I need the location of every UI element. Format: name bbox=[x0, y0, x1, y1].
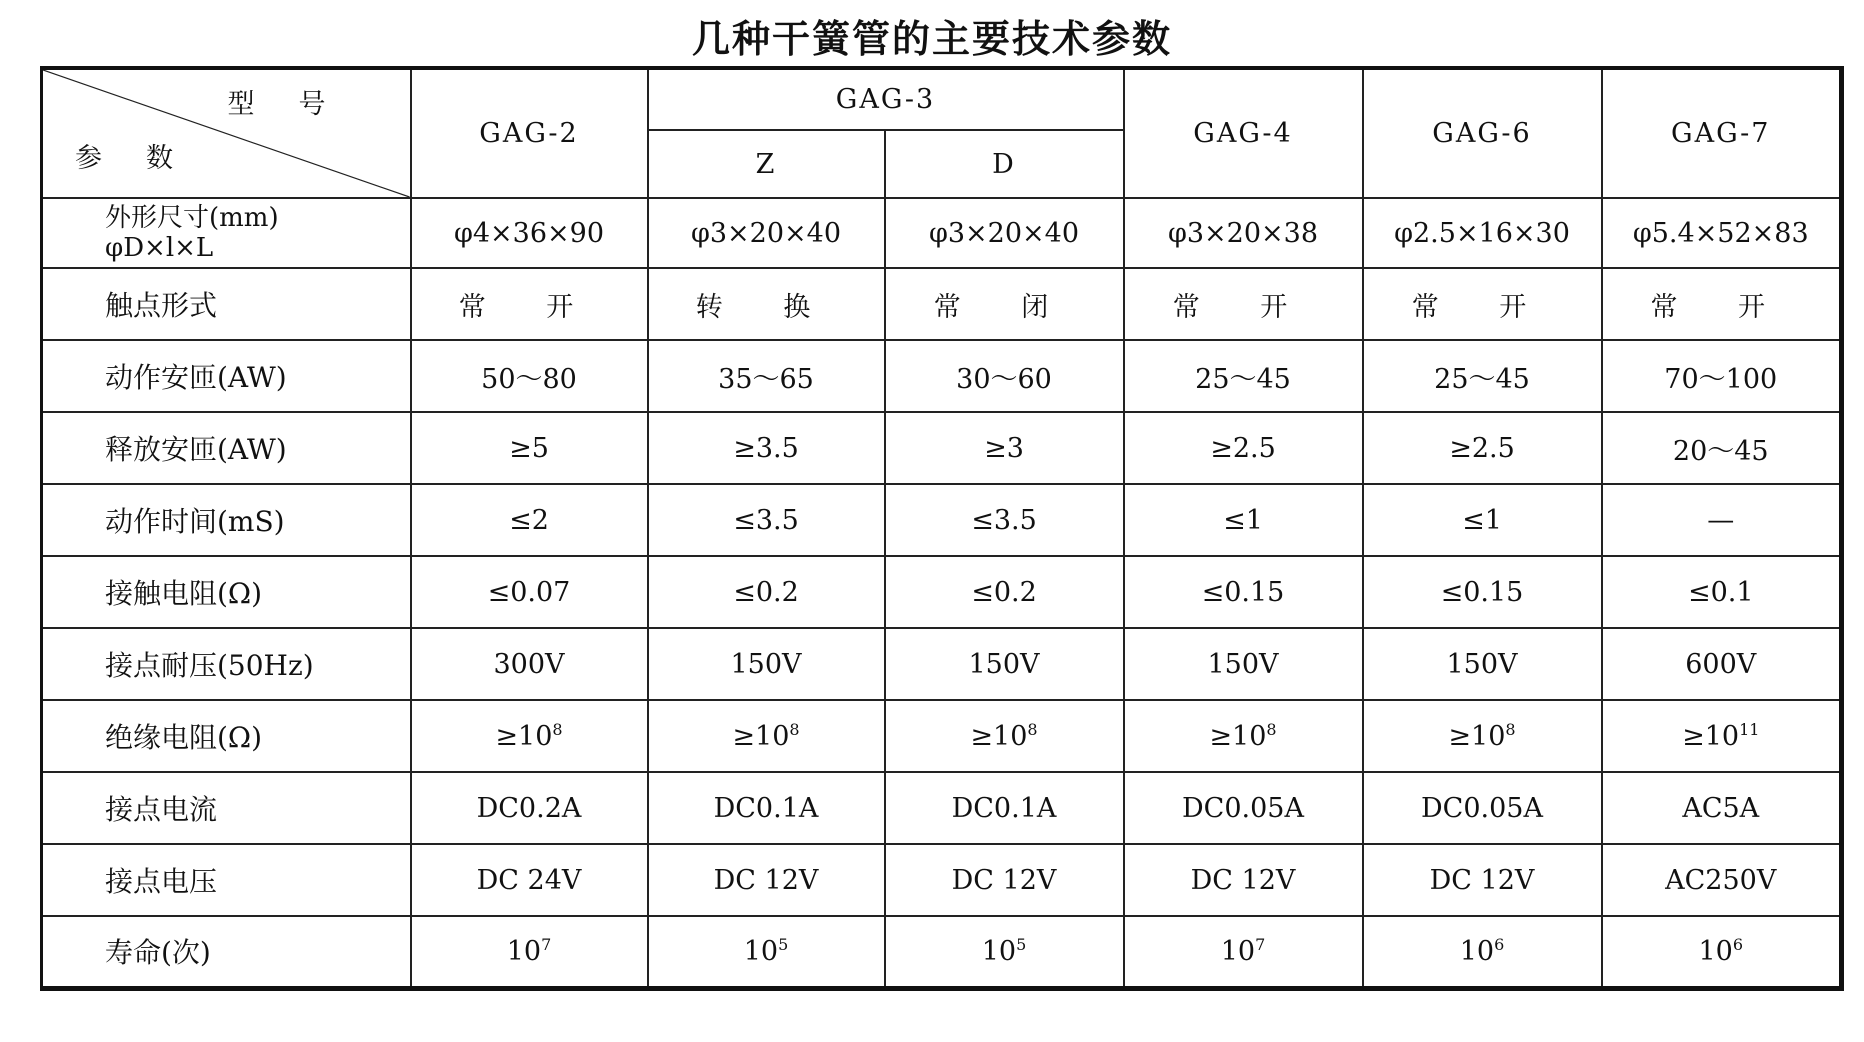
table-cell: DC 24V bbox=[411, 844, 648, 916]
value-base: ≥10 bbox=[732, 721, 790, 752]
table-cell bbox=[885, 700, 1124, 772]
table-cell: 300V bbox=[411, 628, 648, 700]
table-cell bbox=[1602, 700, 1842, 772]
table-cell: — bbox=[1602, 484, 1842, 556]
table-cell: DC 12V bbox=[885, 844, 1124, 916]
value-exponent: 8 bbox=[1266, 720, 1277, 739]
table-row bbox=[42, 916, 1842, 988]
value-base: ≥10 bbox=[970, 721, 1028, 752]
value-exponent: 8 bbox=[789, 720, 800, 739]
table-row bbox=[42, 268, 1842, 340]
row-label: 接点耐压(50Hz) bbox=[42, 628, 411, 700]
value-base: 10 bbox=[506, 936, 542, 968]
table-cell: ≤3.5 bbox=[648, 484, 885, 556]
table-cell: ≤0.15 bbox=[1363, 556, 1602, 628]
table-cell: ≤0.07 bbox=[411, 556, 648, 628]
model-header-gag4: GAG-4 bbox=[1124, 68, 1363, 198]
row-label: 寿命(次) bbox=[42, 916, 411, 988]
row-label: 绝缘电阻(Ω) bbox=[42, 700, 411, 772]
gag3-sub-d: D bbox=[885, 130, 1124, 198]
table-cell: 转 换 bbox=[648, 268, 885, 340]
table-cell: 常 开 bbox=[1124, 268, 1363, 340]
table-row bbox=[42, 700, 1842, 772]
spec-table bbox=[40, 66, 1844, 991]
table-cell: 150V bbox=[1124, 628, 1363, 700]
value-base: 10 bbox=[1459, 936, 1495, 968]
table-cell bbox=[1363, 700, 1602, 772]
value-exponent: 5 bbox=[1016, 935, 1027, 955]
table-cell: φ4×36×90 bbox=[411, 198, 648, 268]
model-header-gag3: GAG-3 bbox=[648, 68, 1124, 130]
table-cell: ≥5 bbox=[411, 412, 648, 484]
table-cell: 150V bbox=[1363, 628, 1602, 700]
table-cell: 常 开 bbox=[411, 268, 648, 340]
row-label: 接点电压 bbox=[42, 844, 411, 916]
table-cell: ≥3.5 bbox=[648, 412, 885, 484]
table-cell: ≤0.2 bbox=[885, 556, 1124, 628]
value-base: 10 bbox=[1220, 936, 1256, 968]
corner-param-label: 参数 bbox=[75, 143, 217, 174]
table-cell: 25～45 bbox=[1363, 340, 1602, 412]
table-cell: 50～80 bbox=[411, 340, 648, 412]
table-cell: 常 开 bbox=[1363, 268, 1602, 340]
value-base: 10 bbox=[1698, 936, 1733, 968]
table-cell: DC 12V bbox=[648, 844, 885, 916]
table-cell: 常 闭 bbox=[885, 268, 1124, 340]
value-exponent: 5 bbox=[778, 935, 789, 955]
value-exponent: 8 bbox=[1505, 720, 1516, 739]
table-cell: ≤0.15 bbox=[1124, 556, 1363, 628]
value-exponent: 6 bbox=[1732, 935, 1744, 955]
table-cell: DC0.2A bbox=[411, 772, 648, 844]
value-exponent: 8 bbox=[552, 720, 563, 739]
table-cell: ≤2 bbox=[411, 484, 648, 556]
table-cell: ≤0.1 bbox=[1602, 556, 1842, 628]
row-label: 动作时间(mS) bbox=[42, 484, 411, 556]
table-cell bbox=[1124, 700, 1363, 772]
table-cell: φ3×20×38 bbox=[1124, 198, 1363, 268]
value-exponent: 7 bbox=[1255, 935, 1266, 955]
table-row bbox=[42, 556, 1842, 628]
model-header-gag6: GAG-6 bbox=[1363, 68, 1602, 198]
model-header-gag2: GAG-2 bbox=[411, 68, 648, 198]
table-row bbox=[42, 844, 1842, 916]
table-cell bbox=[648, 916, 885, 988]
table-cell bbox=[1602, 916, 1842, 988]
table-row bbox=[42, 340, 1842, 412]
table-cell: 70～100 bbox=[1602, 340, 1842, 412]
table-cell: AC250V bbox=[1602, 844, 1842, 916]
table-cell bbox=[1363, 916, 1602, 988]
table-row bbox=[42, 412, 1842, 484]
table-cell: AC5A bbox=[1602, 772, 1842, 844]
table-title: 几种干簧管的主要技术参数 bbox=[691, 17, 1172, 61]
table-cell: ≥3 bbox=[885, 412, 1124, 484]
table-cell: DC0.05A bbox=[1124, 772, 1363, 844]
table-cell: 600V bbox=[1602, 628, 1842, 700]
value-exponent: 6 bbox=[1494, 935, 1505, 955]
value-exponent: 11 bbox=[1739, 720, 1760, 739]
row-label: 动作安匝(AW) bbox=[42, 340, 411, 412]
row-label-line2: φD×l×L bbox=[105, 233, 214, 263]
table-row bbox=[42, 484, 1842, 556]
model-header-gag7: GAG-7 bbox=[1602, 68, 1842, 198]
table-cell: DC0.1A bbox=[885, 772, 1124, 844]
value-base: ≥10 bbox=[1682, 721, 1740, 752]
table-cell: 150V bbox=[885, 628, 1124, 700]
row-label: 接触电阻(Ω) bbox=[42, 556, 411, 628]
table-cell: φ3×20×40 bbox=[648, 198, 885, 268]
table-row bbox=[42, 628, 1842, 700]
table-cell: DC 12V bbox=[1124, 844, 1363, 916]
corner-model-label: 型号 bbox=[227, 89, 370, 120]
table-cell: 150V bbox=[648, 628, 885, 700]
row-label: 接点电流 bbox=[42, 772, 411, 844]
table-cell bbox=[885, 916, 1124, 988]
value-base: 10 bbox=[981, 936, 1017, 968]
table-cell: 35～65 bbox=[648, 340, 885, 412]
table-cell: φ2.5×16×30 bbox=[1363, 198, 1602, 268]
row-label: 触点形式 bbox=[42, 268, 411, 340]
table-cell: 常 开 bbox=[1602, 268, 1842, 340]
table-cell bbox=[411, 916, 648, 988]
value-exponent: 8 bbox=[1027, 720, 1038, 739]
table-cell: ≤3.5 bbox=[885, 484, 1124, 556]
corner-header bbox=[42, 68, 411, 198]
table-cell: 30～60 bbox=[885, 340, 1124, 412]
table-cell: ≤0.2 bbox=[648, 556, 885, 628]
table-cell: ≥2.5 bbox=[1124, 412, 1363, 484]
row-label-line1: 外形尺寸(mm) bbox=[105, 203, 279, 233]
table-cell: DC0.1A bbox=[648, 772, 885, 844]
table-cell: DC 12V bbox=[1363, 844, 1602, 916]
table-cell: 25～45 bbox=[1124, 340, 1363, 412]
table-cell: φ3×20×40 bbox=[885, 198, 1124, 268]
row-label bbox=[42, 198, 411, 268]
table-cell: ≥2.5 bbox=[1363, 412, 1602, 484]
value-base: ≥10 bbox=[495, 721, 553, 752]
table-cell bbox=[411, 700, 648, 772]
table-cell bbox=[1124, 916, 1363, 988]
table-cell: DC0.05A bbox=[1363, 772, 1602, 844]
table-row bbox=[42, 198, 1842, 268]
value-base: ≥10 bbox=[1448, 721, 1506, 752]
table-cell bbox=[648, 700, 885, 772]
value-base: 10 bbox=[743, 936, 779, 968]
table-cell: 20～45 bbox=[1602, 412, 1842, 484]
table-row bbox=[42, 772, 1842, 844]
value-base: ≥10 bbox=[1209, 721, 1267, 752]
table-cell: ≤1 bbox=[1363, 484, 1602, 556]
row-label: 释放安匝(AW) bbox=[42, 412, 411, 484]
table-cell: φ5.4×52×83 bbox=[1602, 198, 1842, 268]
value-exponent: 7 bbox=[541, 935, 552, 955]
gag3-sub-z: Z bbox=[648, 130, 885, 198]
table-cell: ≤1 bbox=[1124, 484, 1363, 556]
